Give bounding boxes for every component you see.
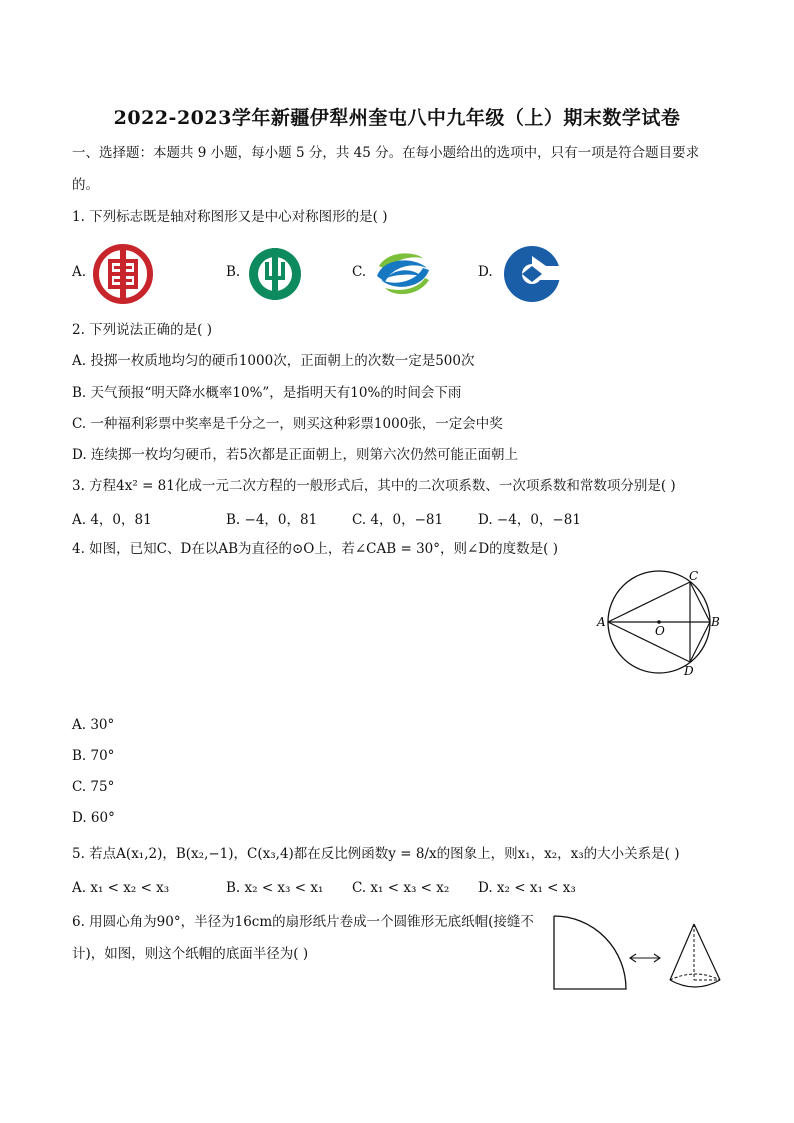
q4-option-a: A. 30° bbox=[72, 717, 115, 733]
q4-option-d: D. 60° bbox=[72, 810, 115, 826]
q1-option-d-label: D. bbox=[478, 264, 493, 280]
q4-option-b: B. 70° bbox=[72, 748, 115, 764]
q5-option-a: A. x₁ < x₂ < x₃ bbox=[72, 880, 170, 896]
q5-option-c: C. x₁ < x₃ < x₂ bbox=[352, 880, 450, 896]
q3-stem: 3. 方程4x² = 81化成一元二次方程的一般形式后，其中的二次项系数、一次项系数和常数项分别是( ) bbox=[72, 478, 676, 494]
label-o: O bbox=[655, 624, 665, 638]
q4-option-c: C. 75° bbox=[72, 779, 115, 795]
circle-diagram bbox=[594, 566, 724, 680]
q5-option-d: D. x₂ < x₁ < x₃ bbox=[478, 880, 576, 896]
q3-option-d: D. −4，0，−81 bbox=[478, 512, 581, 528]
q5-option-b: B. x₂ < x₃ < x₁ bbox=[226, 880, 324, 896]
sector-cone-diagram bbox=[548, 910, 728, 994]
label-b: B bbox=[711, 615, 720, 629]
logo-abc-icon bbox=[246, 244, 304, 304]
label-c: C bbox=[689, 569, 699, 583]
q2-option-a: A. 投掷一枚质地均匀的硬币1000次，正面朝上的次数一定是500次 bbox=[72, 353, 475, 369]
q2-option-c: C. 一种福利彩票中奖率是千分之一，则买这种彩票1000张，一定会中奖 bbox=[72, 416, 503, 432]
section-heading-line1: 一、选择题：本题共 9 小题，每小题 5 分，共 45 分。在每小题给出的选项中，只有一项是符合题目要求 bbox=[72, 145, 700, 161]
logo-china-mobile-icon bbox=[373, 244, 435, 302]
q1-option-c-label: C. bbox=[352, 264, 367, 280]
q6-stem-line1: 6. 用圆心角为90°，半径为16cm的扇形纸片卷成一个圆锥形无底纸帽(接缝不 bbox=[72, 914, 534, 930]
q4-stem: 4. 如图，已知C、D在以AB为直径的⊙O上，若∠CAB = 30°，则∠D的度数是( ) bbox=[72, 541, 558, 557]
label-a: A bbox=[597, 615, 606, 629]
section-heading-line2: 的。 bbox=[72, 177, 99, 193]
q2-stem: 2. 下列说法正确的是( ) bbox=[72, 322, 212, 338]
q1-option-a-label: A. bbox=[72, 264, 87, 280]
q6-stem-line2: 计)，如图，则这个纸帽的底面半径为( ) bbox=[72, 946, 309, 962]
q1-stem: 1. 下列标志既是轴对称图形又是中心对称图形的是( ) bbox=[72, 209, 388, 225]
q3-option-c: C. 4，0，−81 bbox=[352, 512, 444, 528]
q3-option-b: B. −4，0，81 bbox=[226, 512, 318, 528]
label-d: D bbox=[684, 664, 694, 678]
q1-option-b-label: B. bbox=[226, 264, 241, 280]
exam-title: 2022-2023学年新疆伊犁州奎屯八中九年级（上）期末数学试卷 bbox=[113, 107, 681, 129]
logo-icbc-icon bbox=[90, 244, 156, 304]
q5-stem: 5. 若点A(x₁,2)，B(x₂,−1)，C(x₃,4)都在反比例函数y = 8/x的图象上，则x₁，x₂，x₃的大小关系是( ) bbox=[72, 846, 680, 862]
q3-option-a: A. 4，0，81 bbox=[72, 512, 152, 528]
q2-option-b: B. 天气预报“明天降水概率10%”，是指明天有10%的时间会下雨 bbox=[72, 385, 462, 401]
logo-ccb-icon bbox=[502, 244, 562, 304]
q2-option-d: D. 连续掷一枚均匀硬币，若5次都是正面朝上，则第六次仍然可能正面朝上 bbox=[72, 447, 519, 463]
